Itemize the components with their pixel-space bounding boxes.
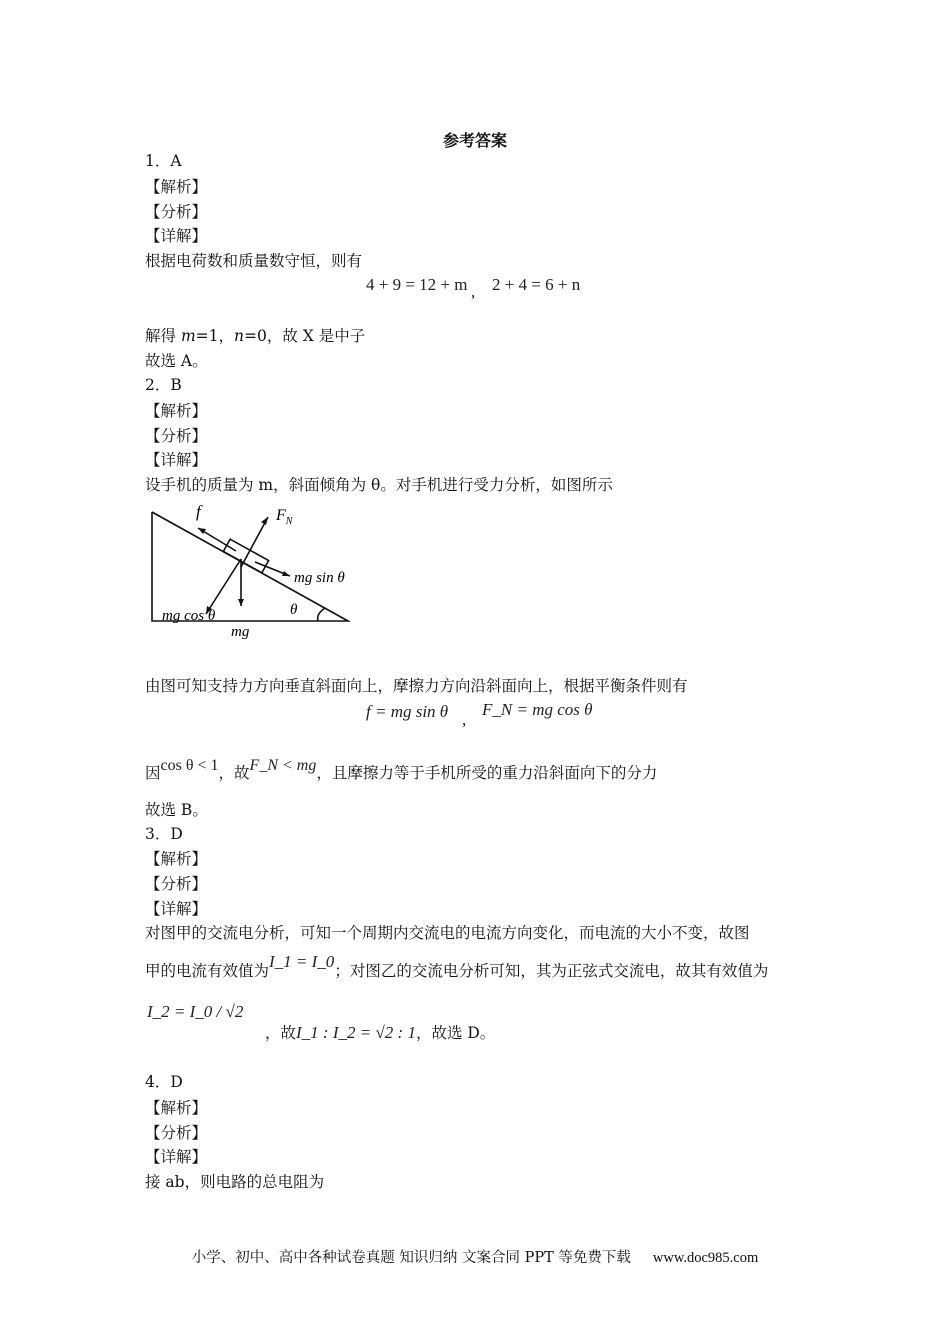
label-f: f [196, 502, 201, 521]
label-fn-sub: N [285, 516, 293, 527]
q2-jiexi: 【解析】 [145, 402, 208, 420]
phone-block [223, 539, 268, 573]
q3-i1-equation: I_1 = I_0 [269, 952, 335, 971]
mgsin-arrowhead [282, 571, 290, 576]
q1-xiangjie: 【详解】 [145, 227, 208, 245]
q2-equation-2 [482, 700, 592, 720]
q4-answer: 4．D [145, 1073, 183, 1091]
q3-xiangjie: 【详解】 [145, 900, 208, 918]
q2-fn-inequality: F_N < mg [249, 757, 317, 774]
q3-jiexi: 【解析】 [145, 850, 208, 868]
q2-text3-c: ，且摩擦力等于手机所受的重力沿斜面向下的分力 [316, 764, 658, 782]
label-fn [275, 507, 294, 527]
q1-answer: 1．A [145, 152, 182, 170]
label-mg: mg [231, 624, 250, 640]
q1-equation-2: 2 + 4 = 6 + n [492, 275, 581, 294]
q3-answer: 3．D [145, 825, 183, 843]
q3-ratio-equation: I_1 : I_2 = √2 : 1 [296, 1023, 416, 1042]
friction-arrowhead [198, 528, 206, 534]
q1-equation-1: 4 + 9 = 12 + m [366, 275, 468, 294]
gravity-arrowhead [238, 599, 244, 606]
label-theta: θ [290, 602, 298, 618]
page-title: 参考答案 [442, 131, 507, 150]
q1-text2-mid2: =0，故 X 是中子 [243, 327, 366, 345]
q4-text1: 接 ab，则电路的总电阻为 [145, 1173, 325, 1191]
normal-arrowhead [261, 517, 268, 525]
q2-text3-a: 因 [145, 764, 161, 782]
q2-equation-1 [366, 702, 448, 722]
q3-text2-a: 甲的电流有效值为 [145, 962, 270, 980]
mgcos-arrow [206, 559, 241, 614]
label-mgcos: mg cos θ [162, 608, 216, 624]
q2-fenxi: 【分析】 [145, 427, 208, 445]
q3-text1: 对图甲的交流电分析，可知一个周期内交流电的电流方向变化，而电流的大小不变，故图 [145, 924, 750, 942]
q3-text3-a: ，故 [265, 1024, 297, 1042]
angle-arc [318, 608, 325, 621]
label-mgsin: mg sin θ [294, 570, 345, 586]
q4-xiangjie: 【详解】 [145, 1148, 208, 1166]
q1-fenxi: 【分析】 [145, 203, 208, 221]
q1-var-m: m [180, 327, 196, 345]
q2-equation-comma: , [462, 710, 467, 729]
q2-text1: 设手机的质量为 m，斜面倾角为 θ。对手机进行受力分析，如图所示 [145, 476, 613, 494]
q1-var-n: n [234, 327, 244, 345]
footer-url[interactable]: www.doc985.com [652, 1250, 759, 1266]
q2-choice: 故选 B。 [145, 801, 208, 819]
q1-jiexi: 【解析】 [145, 178, 208, 196]
q1-text2-pre: 解得 [145, 327, 181, 345]
q2-cos-inequality: cos θ < 1 [160, 757, 219, 774]
q1-text1: 根据电荷数和质量数守恒，则有 [145, 252, 363, 270]
q3-i2-equation: I_2 = I_0 / √2 [147, 1002, 244, 1021]
q1-text2-mid1: =1， [195, 327, 234, 345]
q1-equation-comma: , [471, 282, 476, 301]
q1-choice: 故选 A。 [145, 352, 208, 370]
q2-text3-b: ，故 [218, 764, 250, 782]
q2-equation-2-text: F_N = mg cos θ [482, 700, 593, 719]
q2-equation-1-text: f = mg sin θ [366, 702, 449, 721]
q3-text2 [145, 952, 769, 982]
q3-text3-b: ，故选 D。 [415, 1024, 496, 1042]
q2-xiangjie: 【详解】 [145, 451, 208, 469]
q4-jiexi: 【解析】 [145, 1099, 208, 1117]
q4-fenxi: 【分析】 [145, 1124, 208, 1142]
q3-text2-b: ；对图乙的交流电分析可知，其为正弦式交流电，故其有效值为 [334, 962, 769, 980]
q2-answer: 2．B [145, 376, 182, 394]
force-diagram [140, 500, 370, 645]
q2-text2: 由图可知支持力方向垂直斜面向上，摩擦力方向沿斜面向上，根据平衡条件则有 [145, 677, 688, 695]
q2-text3 [145, 757, 658, 785]
footer-text: 小学、初中、高中各种试卷真题 知识归纳 文案合同 PPT 等免费下载 [191, 1250, 631, 1266]
normal-force-arrow [241, 517, 268, 567]
page-footer [0, 1246, 950, 1267]
label-fn-main: F [276, 507, 286, 524]
q3-fenxi: 【分析】 [145, 875, 208, 893]
q3-text3 [265, 1022, 495, 1044]
q1-text2 [145, 325, 365, 347]
